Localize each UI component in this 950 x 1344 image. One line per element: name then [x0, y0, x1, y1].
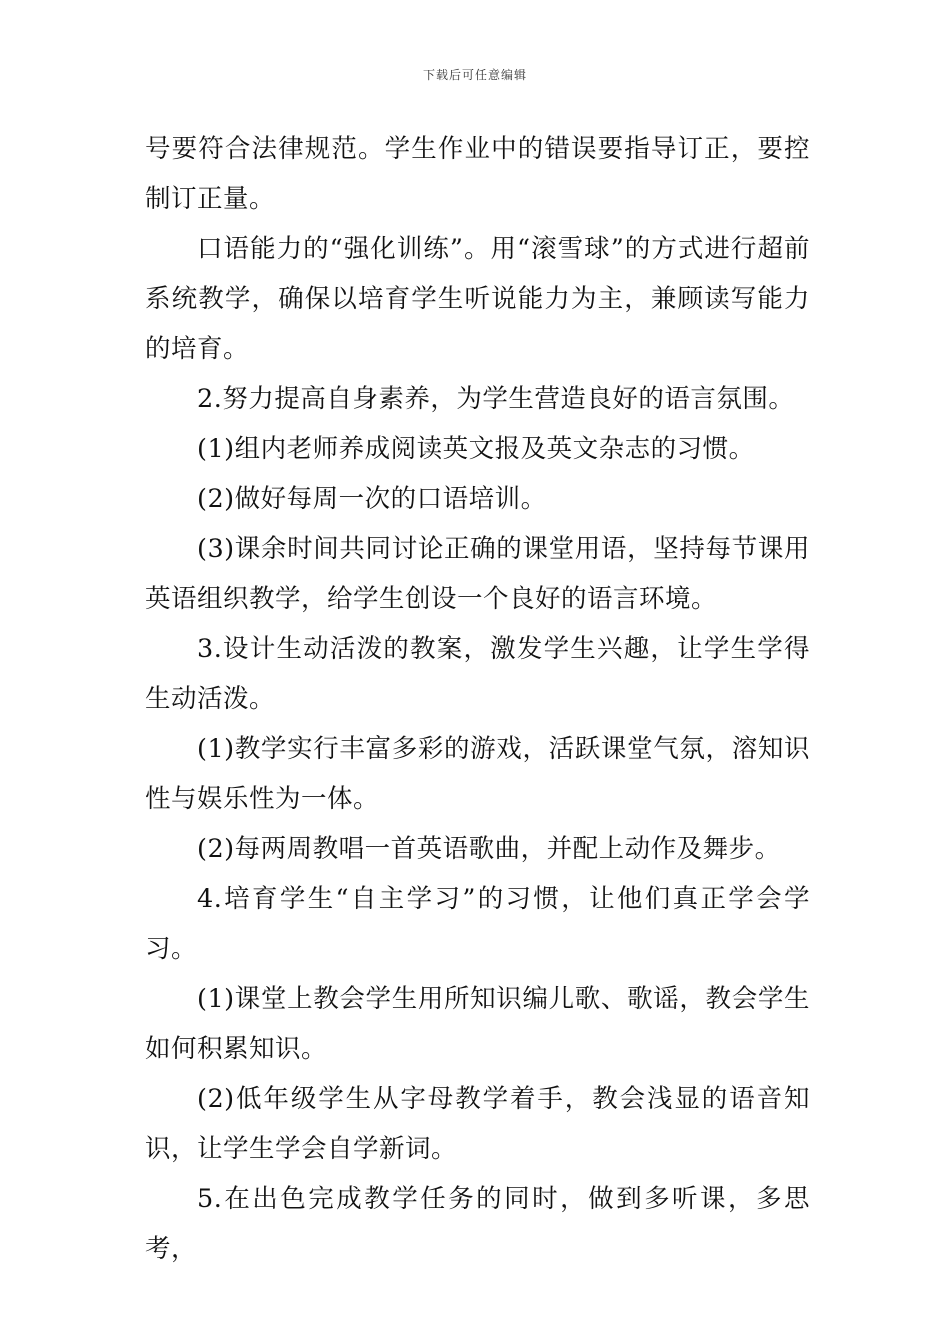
paragraph-5: (2)做好每周一次的口语培训。 [197, 484, 547, 514]
paragraph-4: (1)组内老师养成阅读英文报及英文杂志的习惯。 [197, 434, 755, 464]
paragraph-10: 4.培育学生“自主学习”的习惯，让他们真正学会学习。 [145, 884, 810, 964]
page-header-note: 下载后可任意编辑 [422, 68, 527, 82]
paragraph-7: 3.设计生动活泼的教案，激发学生兴趣，让学生学得生动活泼。 [145, 634, 810, 714]
paragraph-9: (2)每两周教唱一首英语歌曲，并配上动作及舞步。 [197, 834, 781, 864]
document-body [145, 124, 810, 1274]
paragraph-2: 口语能力的“强化训练”。用“滚雪球”的方式进行超前系统教学，确保以培育学生听说能力为主，兼顾读写能力的培育。 [145, 234, 810, 364]
paragraph-13: 5.在出色完成教学任务的同时，做到多听课，多思考， [145, 1184, 810, 1264]
paragraph-11: (1)课堂上教会学生用所知识编儿歌、歌谣，教会学生如何积累知识。 [145, 984, 810, 1064]
paragraph-8: (1)教学实行丰富多彩的游戏，活跃课堂气氛，溶知识性与娱乐性为一体。 [145, 734, 810, 814]
paragraph-12: (2)低年级学生从字母教学着手，教会浅显的语音知识，让学生学会自学新词。 [145, 1084, 810, 1164]
paragraph-3: 2.努力提高自身素养，为学生营造良好的语言氛围。 [197, 384, 795, 414]
paragraph-1: 号要符合法律规范。学生作业中的错误要指导订正，要控制订正量。 [145, 134, 810, 214]
paragraph-6: (3)课余时间共同讨论正确的课堂用语，坚持每节课用英语组织教学，给学生创设一个良好的语言环境。 [145, 534, 810, 614]
